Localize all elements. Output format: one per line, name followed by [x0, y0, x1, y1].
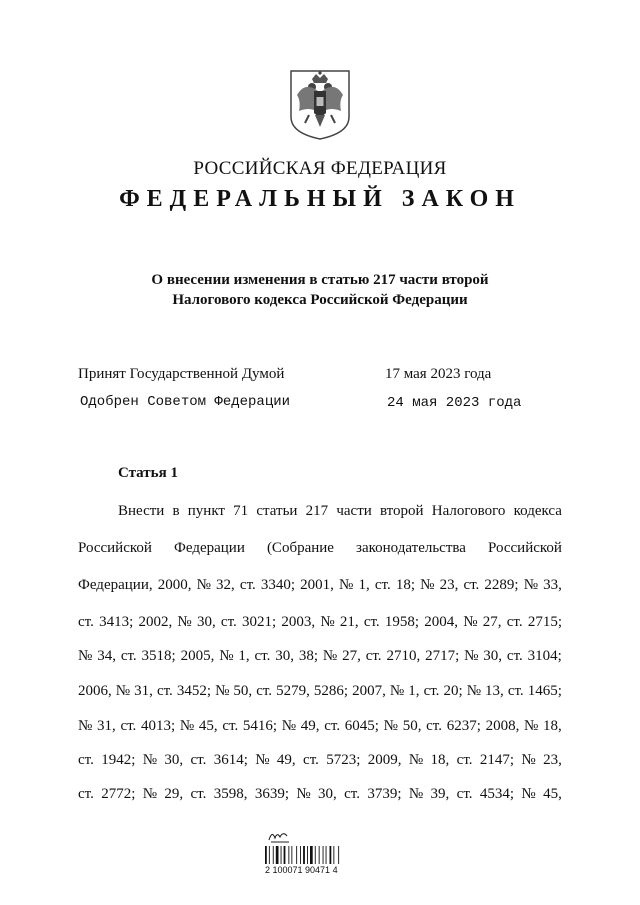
handwritten-mark-icon [267, 828, 291, 844]
article-text-line: ст. 2772; № 29, ст. 3598, 3639; № 30, ст. 3739; № 39, ст. 4534; № 45, [78, 786, 562, 802]
barcode-number: 2 100071 90471 4 [265, 865, 338, 875]
council-approval-label: Одобрен Советом Федерации [80, 394, 291, 410]
article-text-line: ст. 3413; 2002, № 30, ст. 3021; 2003, № 21, ст. 1958; 2004, № 27, ст. 2715; [78, 614, 562, 630]
article-text-line: 2006, № 31, ст. 3452; № 50, ст. 5279, 5286; 2007, № 1, ст. 20; № 13, ст. 1465; [78, 683, 562, 699]
article-text-line: Внести в пункт 71 статьи 217 части второй Налогового кодекса [118, 503, 562, 519]
article-text-line: № 34, ст. 3518; 2005, № 1, ст. 30, 38; № 27, ст. 2710, 2717; № 30, ст. 3104; [78, 648, 562, 664]
law-type-title: ФЕДЕРАЛЬНЫЙ ЗАКОН [119, 186, 521, 212]
article-text-line: Российской Федерации (Собрание законодательства Российской [78, 540, 562, 556]
law-subject [0, 270, 640, 310]
duma-adoption-date: 17 мая 2023 года [385, 366, 492, 382]
article-text-line: ст. 1942; № 30, ст. 3614; № 49, ст. 5723; 2009, № 18, ст. 2147; № 23, [78, 752, 562, 768]
duma-adoption-label: Принят Государственной Думой [78, 366, 285, 382]
country-title: РОССИЙСКАЯ ФЕДЕРАЦИЯ [193, 158, 447, 179]
article-text-line: № 31, ст. 4013; № 45, ст. 5416; № 49, ст. 6045; № 50, ст. 6237; 2008, № 18, [78, 718, 562, 734]
article-heading: Статья 1 [118, 465, 178, 481]
council-approval-date: 24 мая 2023 года [387, 395, 522, 411]
article-text-line: Федерации, 2000, № 32, ст. 3340; 2001, № 1, ст. 18; № 23, ст. 2289; № 33, [78, 577, 562, 593]
law-subject-line: Налогового кодекса Российской Федерации [172, 292, 468, 308]
barcode-icon [265, 846, 340, 864]
coat-of-arms-icon [287, 67, 353, 141]
law-subject-line: О внесении изменения в статью 217 части второй [151, 272, 489, 288]
